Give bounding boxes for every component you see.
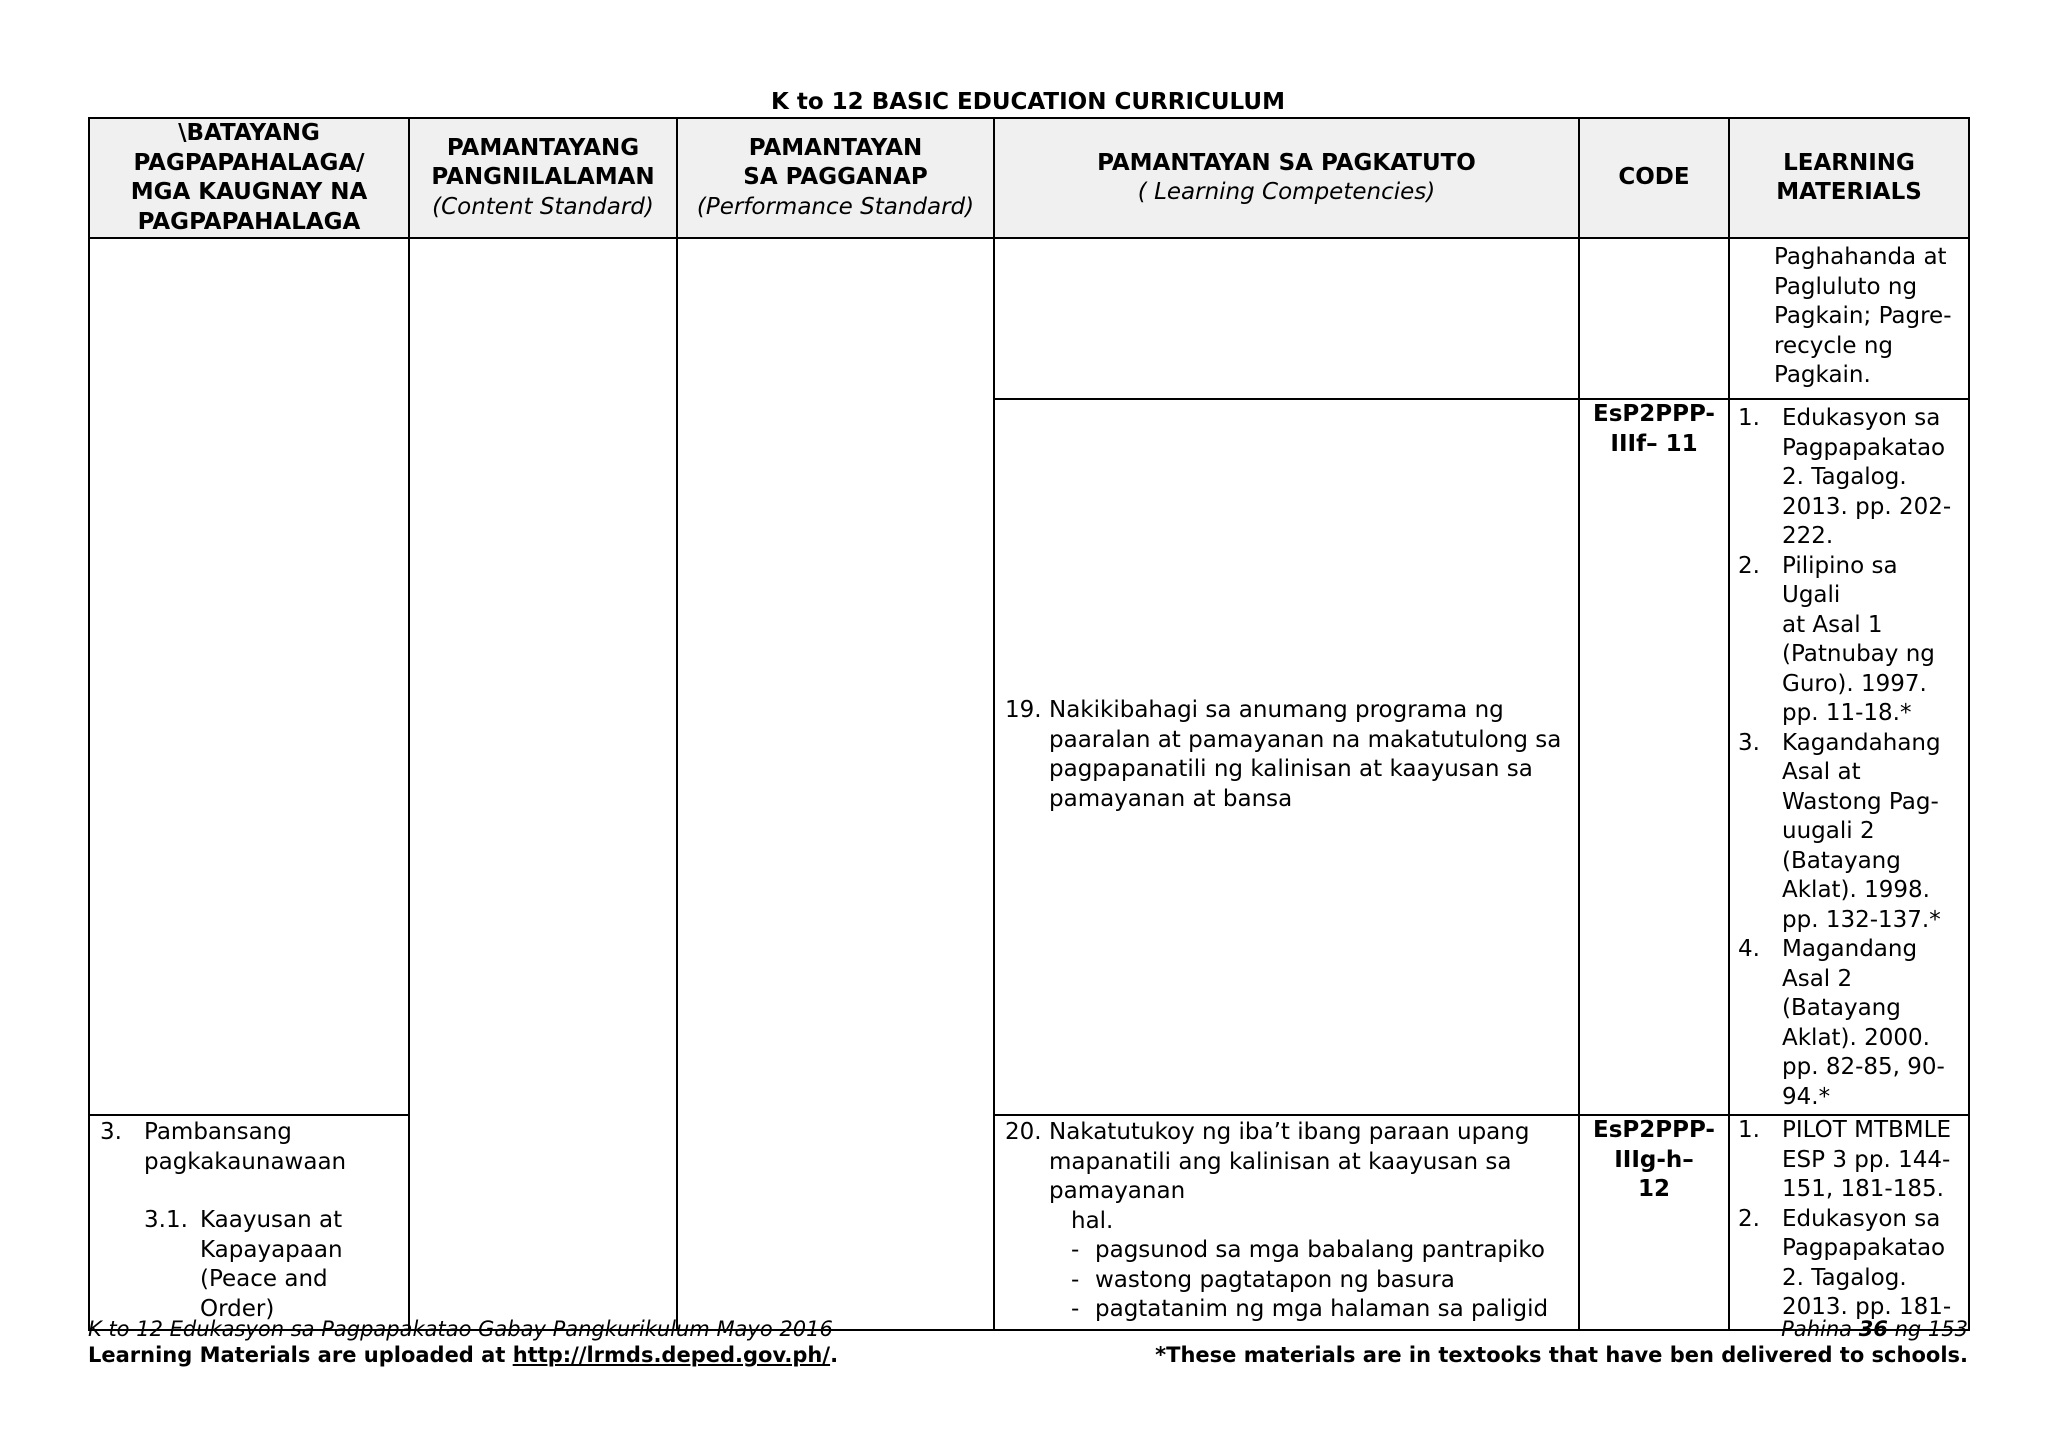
code-cell: EsP2PPP- IIIg-h– 12	[1579, 1115, 1729, 1330]
core-value-cell-empty	[89, 238, 409, 1115]
list-item: 3. Kagandahang Asal at Wastong Pag- uugali 2 (Batayang Aklat). 1998. pp. 132-137.*	[1738, 729, 1941, 933]
header-performance-standard: PAMANTAYAN SA PAGGANAP (Performance Standard)	[677, 118, 994, 238]
competency-number: 20.	[1005, 1119, 1042, 1145]
core-value-cell: 3. Pambansang pagkakaunawaan 3.1. Kaayusan at Kapayapaan (Peace and Order)	[89, 1115, 409, 1330]
lrmds-link[interactable]: http://lrmds.deped.gov.ph/	[512, 1343, 831, 1367]
list-item: 1. PILOT MTBMLE ESP 3 pp. 144- 151, 181-185.	[1738, 1117, 1951, 1202]
list-item: 4. Magandang Asal 2 (Batayang Aklat). 2000. pp. 82-85, 90- 94.*	[1738, 936, 1945, 1110]
list-item: 1. Edukasyon sa Pagpapakatao 2. Tagalog. 2013. pp. 202- 222.	[1738, 405, 1952, 549]
list-item: - wastong pagtatapon ng basura	[1071, 1266, 1455, 1293]
competency-cell-empty	[994, 238, 1579, 399]
header-learning-materials: LEARNING MATERIALS	[1729, 118, 1969, 238]
page-footer	[88, 1316, 1968, 1368]
header-content-standard: PAMANTAYANG PANGNILALAMAN (Content Standard)	[409, 118, 677, 238]
header-learning-competencies: PAMANTAYAN SA PAGKATUTO ( Learning Competencies)	[994, 118, 1579, 238]
document-title: K to 12 BASIC EDUCATION CURRICULUM	[771, 89, 1285, 115]
materials-cell	[1729, 1115, 1969, 1330]
list-item: 2. Edukasyon sa Pagpapakatao 2. Tagalog. 2013. pp. 181-	[1738, 1205, 1952, 1320]
footer-document-name: K to 12 Edukasyon sa Pagpapakatao Gabay Pangkurikulum Mayo 2016	[88, 1317, 833, 1341]
list-item: - pagsunod sa mga babalang pantrapiko	[1071, 1237, 1545, 1263]
code-cell: EsP2PPP- IIIf– 11	[1579, 399, 1729, 1115]
competency-number: 19.	[1005, 697, 1042, 723]
footer-materials-note: Learning Materials are uploaded at http://lrmds.deped.gov.ph/.	[88, 1343, 839, 1367]
materials-cell: Paghahanda at Pagluluto ng Pagkain; Pagre- recycle ng Pagkain.	[1729, 238, 1969, 399]
table-row	[89, 238, 1969, 399]
footer-page-number: Pahina 36 ng 153	[1781, 1317, 1968, 1341]
competency-cell: 20. Nakatutukoy ng iba’t ibang paraan upang mapanatili ang kalinisan at kaayusan sa pamayanan hal. - pagsunod sa mga babalang pantrapiko - wastong pagtatapon ng basura - pagtatanim ng mga halaman sa paligid	[994, 1115, 1579, 1330]
list-item: - pagtatanim ng mga halaman sa paligid	[1071, 1296, 1549, 1322]
materials-cell	[1729, 399, 1969, 1115]
table-row	[89, 1115, 1969, 1330]
list-item: 2. Pilipino sa Ugali at Asal 1 (Patnubay ng Guro). 1997. pp. 11-18.*	[1738, 552, 1935, 726]
content-standard-cell	[409, 238, 677, 1330]
performance-standard-cell	[677, 238, 994, 1330]
curriculum-table	[88, 117, 1970, 1331]
competency-cell: 19. Nakikibahagi sa anumang programa ng paaralan at pamayanan na makatutulong sa pagpapanatili ng kalinisan at kaayusan sa pamayanan at bansa	[994, 399, 1579, 1115]
table-header-row	[89, 118, 1969, 238]
code-cell-empty	[1579, 238, 1729, 399]
header-code: CODE	[1579, 118, 1729, 238]
header-core-values: \BATAYANG PAGPAPAHALAGA/ MGA KAUGNAY NA PAGPAPAHALAGA	[89, 118, 409, 238]
footer-textbook-note: *These materials are in textooks that have ben delivered to schools.	[1155, 1343, 1968, 1367]
